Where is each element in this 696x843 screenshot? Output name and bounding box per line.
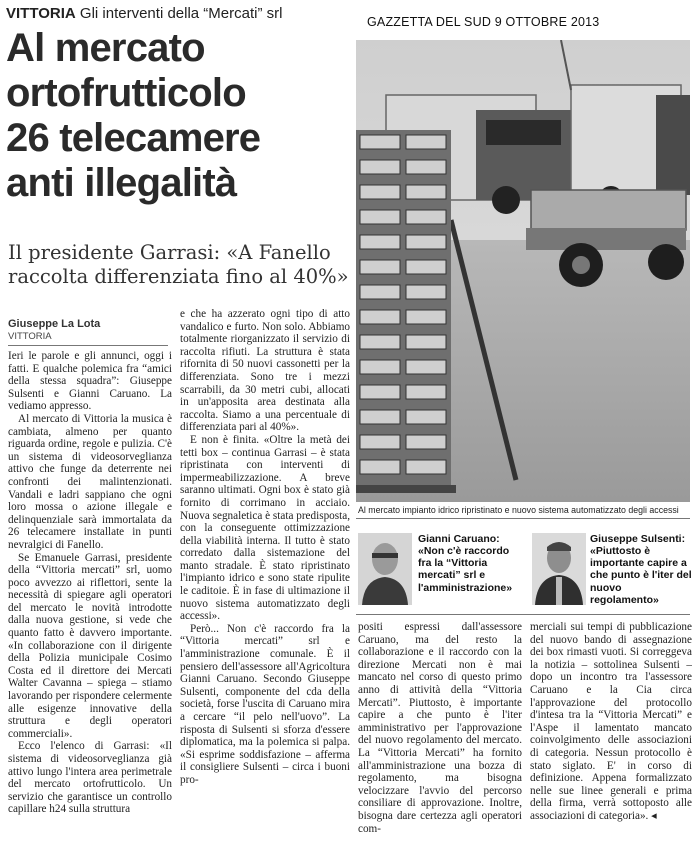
headline-line: Al mercato: [6, 26, 205, 70]
kicker-topic: Gli interventi della “Mercati” srl: [79, 5, 283, 22]
portrait-sulsenti: [532, 533, 586, 605]
source-label: GAZZETTA DEL SUD 9 OTTOBRE 2013: [367, 15, 600, 29]
paragraph: merciali sui tempi di pubblicazione del nuovo bando di assegnazione dei box rimasti vuoti. Si correggeva la notizia – sottolinea Sulsenti – dopo un incontro tra l'assessore Caruano e la Cia circa l'approvazione del protocollo d'intesa tra la “Vittoria Mercati” e l'Aspe il lamentato mancato coinvolgimento delle associazioni di categoria. Nessun protocollo è stato siglato. E' in corso di definizione. Appena formalizzato nelle sue linee generali e prima della firma, verrà sottoposto alle associazioni di categoria». ◂: [530, 621, 692, 822]
subheadline: Il presidente Garrasi: «A Fanello raccolta differenziata fino al 40%»: [8, 241, 349, 288]
quote-text: «Non c'è raccordo fra la “Vittoria mercati” srl e l'amministrazione»: [418, 545, 513, 594]
headline-line: anti illegalità: [6, 161, 237, 205]
article-column-1: [8, 350, 172, 840]
paragraph: E non è finita. «Oltre la metà dei tetti box – continua Garrasi – è stata ripristinata con interventi di impermeabilizzazione. A breve saranno ultimati. Ogni box è stato già fornito di corrimano in acciaio. Nuova segnaletica è stata predisposta, con la conseguente ottimizzazione della viabilità interna. Il tutto è stato corredato dalla sistemazione del manto stradale. È stato ripristinato l'impianto idrico e sono state ripulite le caditoie. È in fase di ultimazione il nuovo sistema automatizzato degli accessi».: [180, 433, 350, 623]
market-photo: [356, 40, 690, 502]
portrait-caruano: [358, 533, 412, 605]
paragraph: positi espressi dall'assessore Caruano, ma del resto la collaborazione e il raccordo con la direzione Mercati non è mai mancato nel corso di questo primo anno di attività della “Vittoria Mercati”. Piuttosto, è importante capire a che punto è l'iter amministrativo per l'approvazione del nuovo regolamento del mercato. La “Vittoria Mercati” ha fornito all'amministrazione una bozza di regolamento, ma bisogna velocizzare l'avvio del percorso consiliare di approvazione. Inoltre, bisogna dare certezza agli operatori com-: [358, 621, 522, 835]
headline-line: 26 telecamere: [6, 116, 261, 160]
paragraph: Ieri le parole e gli annunci, oggi i fatti. E qualche polemica fra “amici della stessa squadra”: Giuseppe Sulsenti e Gianni Caruano. La vediamo appresso.: [8, 350, 172, 413]
quote-rule: [356, 614, 690, 615]
quote-name: Giuseppe Sulsenti:: [590, 533, 686, 545]
kicker-section: VITTORIA: [6, 5, 76, 22]
quote-text: «Piuttosto è importante capire a che punto è l'iter del nuovo regolamento»: [590, 545, 692, 606]
article-column-3: [358, 621, 522, 841]
paragraph: Però... Non c'è raccordo fra la “Vittoria mercati” srl e l'amministrazione comunale. È il pensiero dell'assessore all'Agricoltura Gianni Caruano. Secondo Giuseppe Sulsenti, componente del cda della società, forse l'uscita di Caruano mira a cercare “il pelo nell'uovo”. La risposta di Sulsenti si sforza d'essere diplomatica, ma la polemica si palpa. «Si esprime soddisfazione – afferma il consigliere Sulsenti – circa i buoni pro-: [180, 622, 350, 786]
headline-line: ortofrutticolo: [6, 71, 246, 115]
byline-place: VITTORIA: [8, 331, 52, 342]
paragraph: e che ha azzerato ogni tipo di atto vandalico e furto. Non solo. Abbiamo totalmente riorganizzato il servizio di raccolta rifiuti. La struttura è stata rifornita di 50 nuovi cassonetti per la differenziata. Sono tre i mezzi scarrabili, da 30 metri cubi, allocati in un'apposita area destinata alla raccolta. Siamo a una percentuale di differenziata pari al 40%».: [180, 308, 350, 434]
byline-rule: [8, 345, 168, 346]
kicker: [6, 5, 282, 22]
market-photo-illustration: [356, 40, 690, 502]
portrait-sulsenti-illustration: [532, 533, 586, 605]
photo-caption: Al mercato impianto idrico ripristinato e nuovo sistema automatizzato degli accessi: [358, 505, 679, 515]
quote-caruano: [418, 533, 522, 594]
quote-sulsenti: [590, 533, 692, 606]
byline-author: Giuseppe La Lota: [8, 318, 101, 330]
caption-rule: [356, 518, 690, 519]
portrait-caruano-illustration: [358, 533, 412, 605]
paragraph: Se Emanuele Garrasi, presidente della “Vittoria mercati” srl, uomo poco avvezzo ai riflettori, sente la necessità di spiegare agli operatori del mercato le novità introdotte dalla nuova gestione, si vede che quanto fatto è davvero importante. «In collaborazione con il dirigente della Polizia municipale Cosimo Costa ed il direttore dei Mercati Walter Cavanna – spiega – stiamo lavorando per rispondere celermente alle esigenze innovative della struttura e degli operatori commerciali».: [8, 551, 172, 740]
quote-name: Gianni Caruano:: [418, 533, 500, 545]
paragraph: Al mercato di Vittoria la musica è cambiata, almeno per quanto riguarda ordine, regole e pulizia. C'è un sistema di videosorveglianza attivo che funge da deterrente nei confronti dei malintenzionati. Vandali e ladri sappiano che ogni loro mossa o azione illegale e delinquenziale sarà immortalata da 26 telecamere installate in punti nevralgici di Fanello.: [8, 412, 172, 551]
article-column-2: [180, 308, 350, 840]
headline: [6, 26, 356, 206]
paragraph: Ecco l'elenco di Garrasi: «Il sistema di videosorveglianza già attivo lungo l'intera area perimetrale del mercato ortofrutticolo. Un servizio che garantisce un controllo capillare h24 sulla struttura: [8, 740, 172, 816]
article-column-4: [530, 621, 692, 841]
